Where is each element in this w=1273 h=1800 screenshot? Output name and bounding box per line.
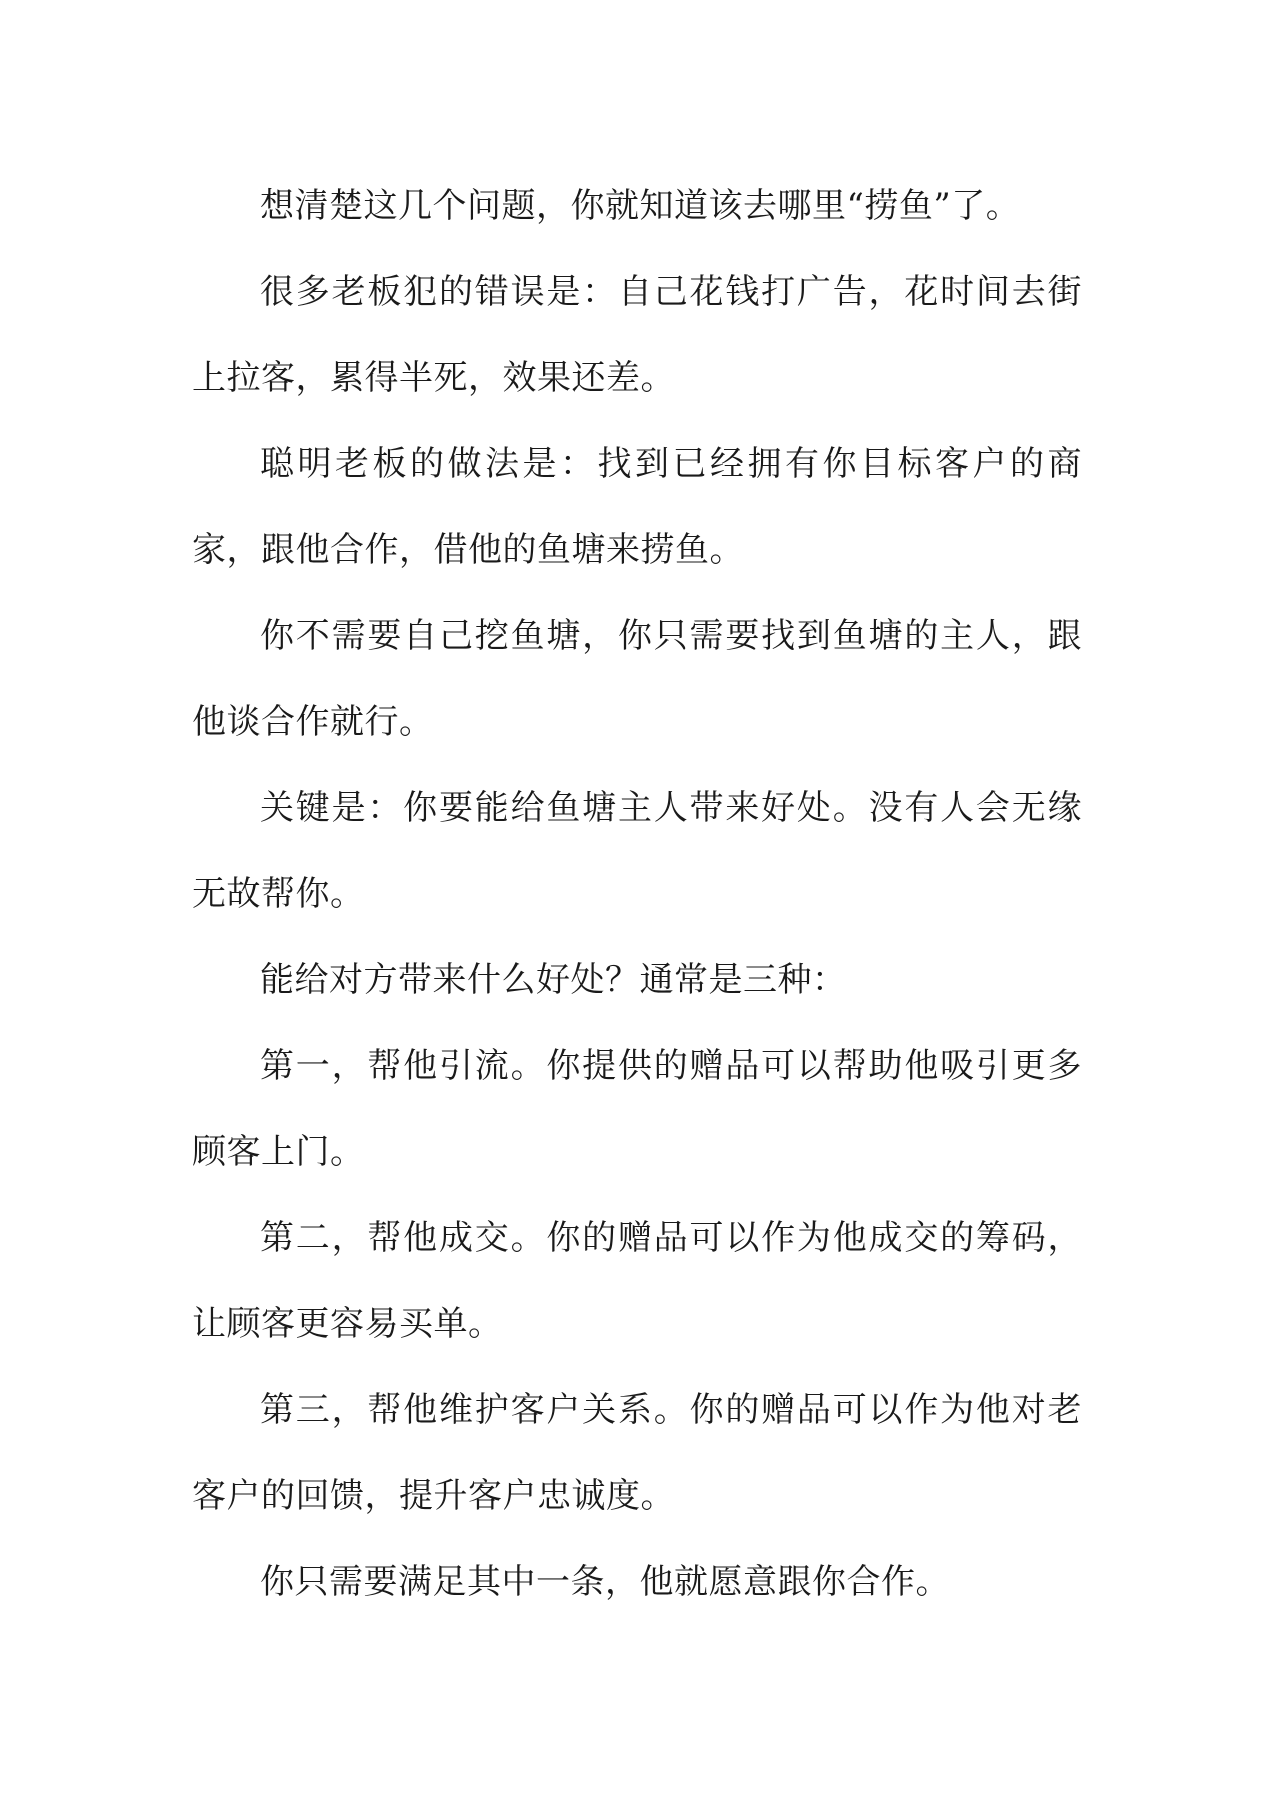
paragraph: 关键是：你要能给鱼塘主人带来好处。没有人会无缘无故帮你。 <box>192 788 1082 914</box>
paragraph: 聪明老板的做法是：找到已经拥有你目标客户的商家，跟他合作，借他的鱼塘来捞鱼。 <box>192 444 1082 570</box>
paragraph: 第二，帮他成交。你的赠品可以作为他成交的筹码，让顾客更容易买单。 <box>192 1218 1082 1344</box>
paragraph: 很多老板犯的错误是：自己花钱打广告，花时间去街上拉客，累得半死，效果还差。 <box>192 272 1082 398</box>
paragraph: 第一，帮他引流。你提供的赠品可以帮助他吸引更多顾客上门。 <box>192 1046 1082 1172</box>
body-text <box>192 163 1082 1625</box>
paragraph: 能给对方带来什么好处？通常是三种： <box>260 960 847 1000</box>
paragraph: 你不需要自己挖鱼塘，你只需要找到鱼塘的主人，跟他谈合作就行。 <box>192 616 1082 742</box>
paragraph: 想清楚这几个问题，你就知道该去哪里“捞鱼”了。 <box>260 186 1021 226</box>
paragraph: 你只需要满足其中一条，他就愿意跟你合作。 <box>260 1562 950 1602</box>
paragraph: 第三，帮他维护客户关系。你的赠品可以作为他对老客户的回馈，提升客户忠诚度。 <box>192 1390 1082 1516</box>
